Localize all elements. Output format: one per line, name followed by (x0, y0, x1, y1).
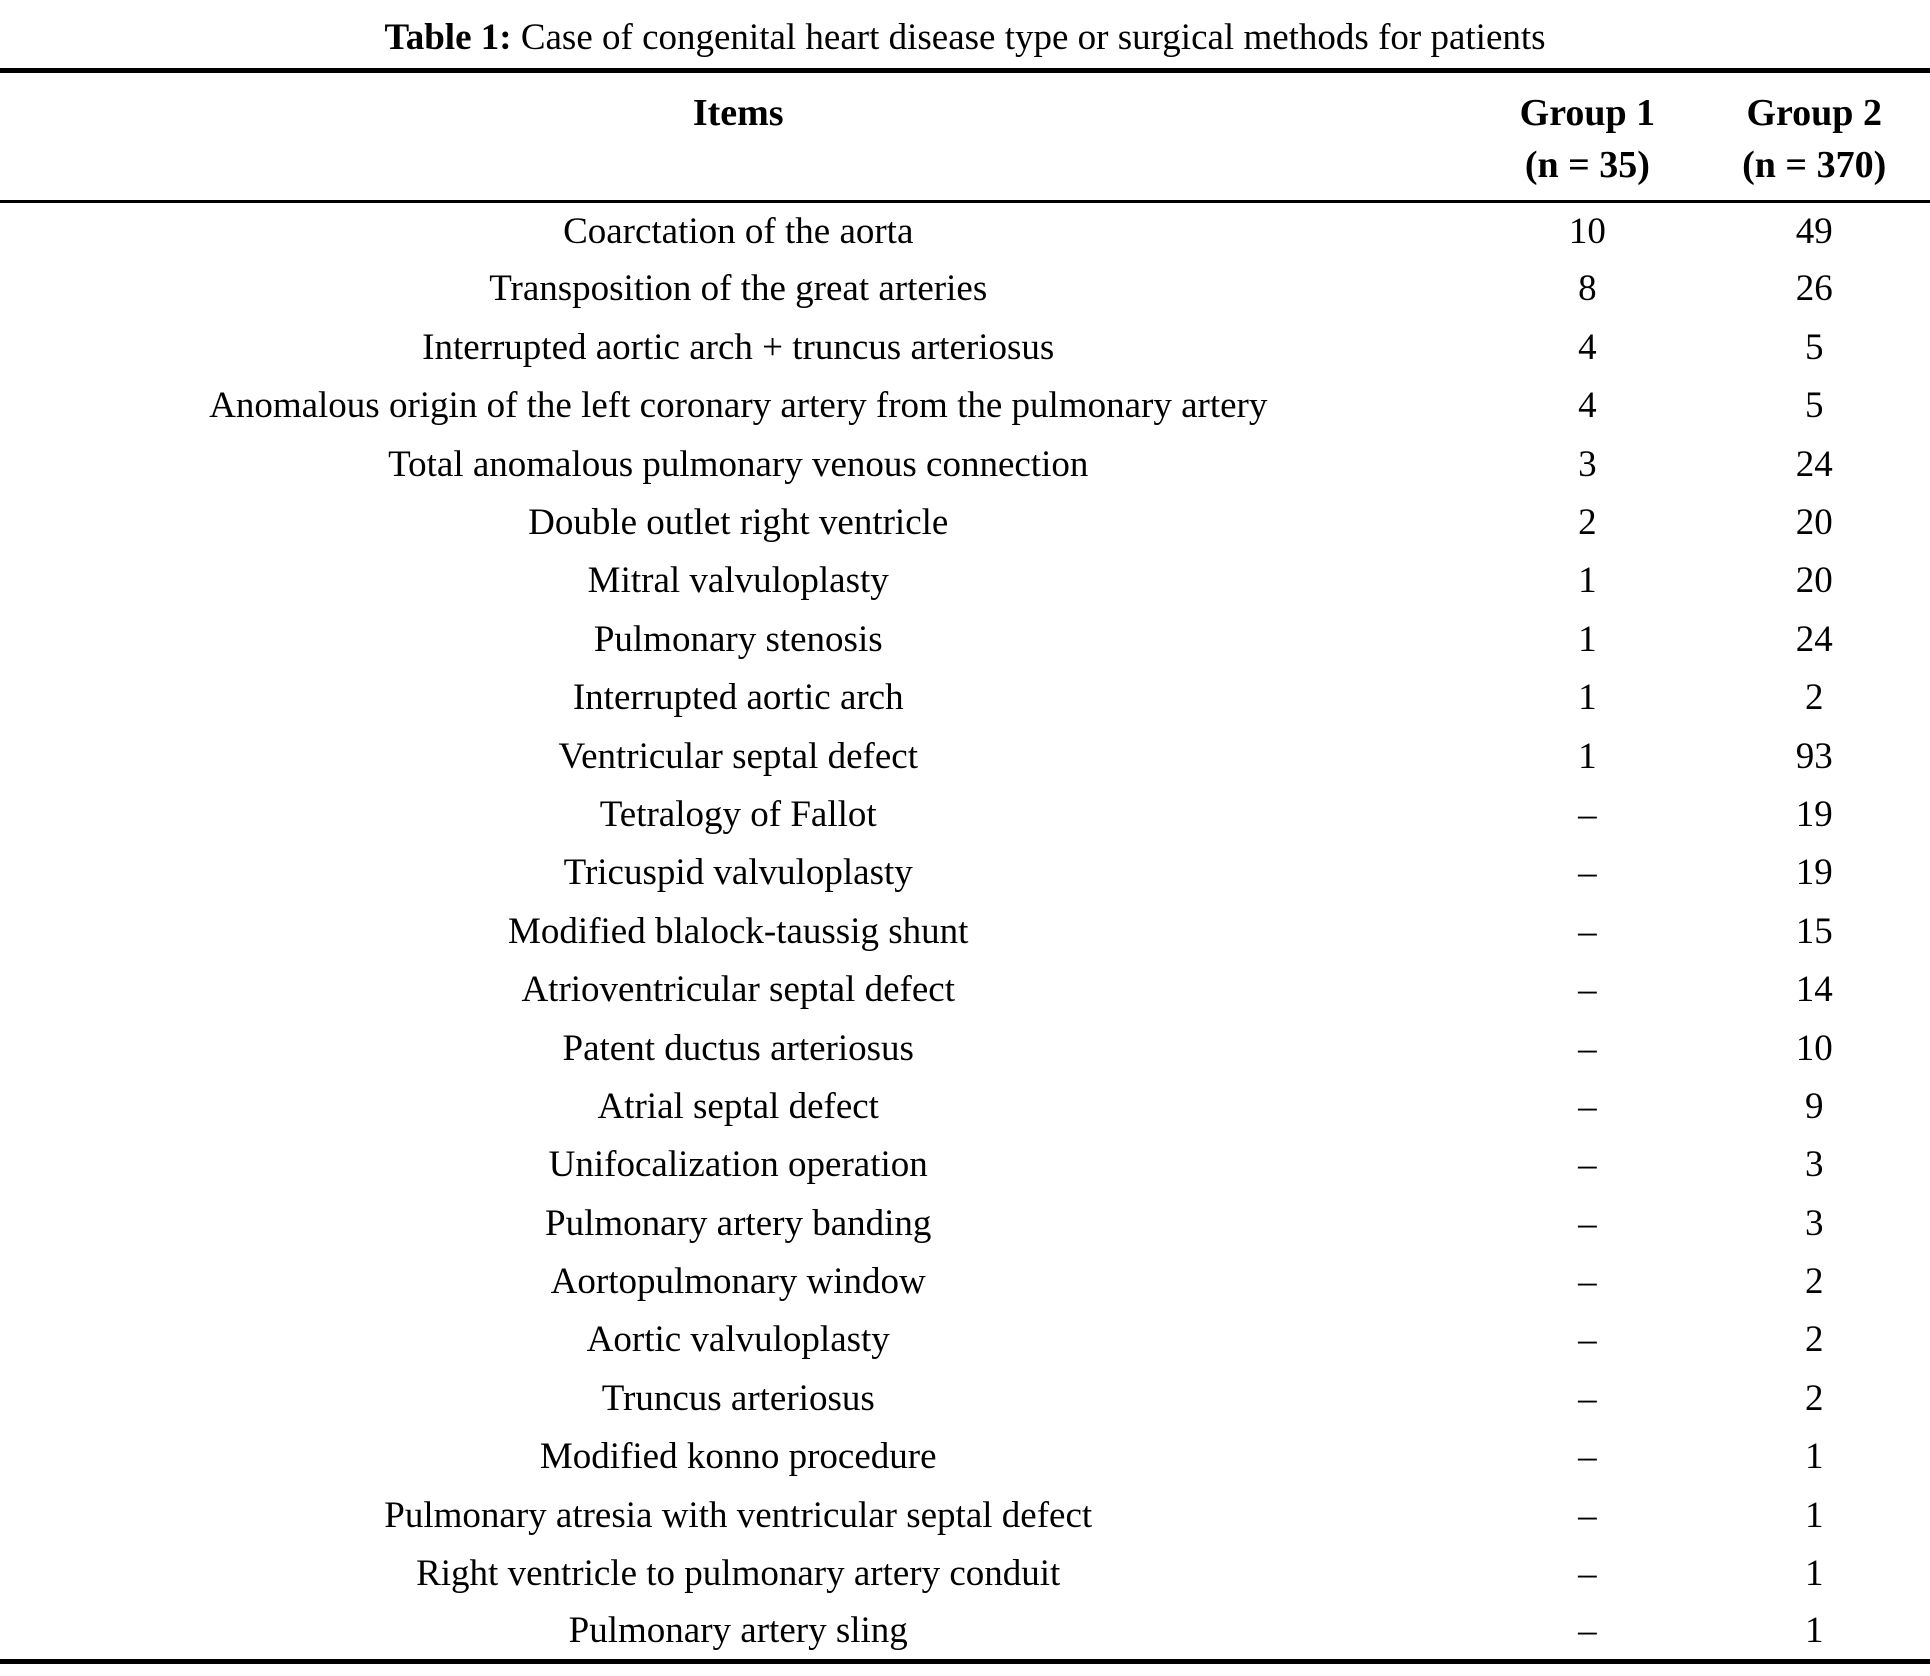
group1-cell: – (1578, 793, 1597, 835)
group2-cell: 19 (1795, 793, 1833, 835)
item-cell: Double outlet right ventricle (528, 502, 949, 544)
table-row (0, 1428, 1930, 1486)
group1-cell: 3 (1578, 443, 1597, 485)
table-row (0, 1252, 1930, 1310)
group1-cell: 1 (1578, 735, 1597, 777)
group2-cell: 2 (1804, 1377, 1824, 1419)
group1-cell: 1 (1578, 677, 1597, 719)
table-row (0, 1544, 1930, 1602)
table-caption-label: Table 1: (384, 16, 512, 58)
group1-cell: 10 (1568, 210, 1606, 252)
group1-cell: – (1578, 969, 1597, 1011)
group1-cell: – (1578, 1202, 1597, 1244)
group1-cell: 8 (1578, 268, 1597, 310)
item-cell: Tricuspid valvuloplasty (563, 852, 913, 894)
header-group1 (1476, 71, 1698, 202)
table-row (0, 260, 1930, 318)
group1-cell: 4 (1578, 385, 1597, 427)
table-row (0, 727, 1930, 785)
item-cell: Mitral valvuloplasty (587, 560, 889, 602)
group2-cell: 5 (1804, 326, 1824, 368)
table-row (0, 1369, 1930, 1427)
group1-cell: – (1578, 1261, 1597, 1303)
table-row (0, 1311, 1930, 1369)
group2-cell: 3 (1804, 1144, 1824, 1186)
item-cell: Atrioventricular septal defect (521, 969, 955, 1011)
group1-cell: 1 (1578, 560, 1597, 602)
group1-cell: – (1578, 1610, 1597, 1652)
header-group1-line1: Group 1 (1519, 92, 1656, 134)
group2-cell: 15 (1795, 910, 1833, 952)
item-cell: Pulmonary atresia with ventricular septal defect (384, 1494, 1093, 1536)
group2-cell: 1 (1804, 1553, 1824, 1595)
table-row (0, 610, 1930, 668)
group1-cell: 2 (1578, 502, 1597, 544)
table-row (0, 1019, 1930, 1077)
group2-cell: 2 (1804, 1319, 1824, 1361)
group1-cell: – (1578, 1436, 1597, 1478)
table-row (0, 669, 1930, 727)
header-items (0, 71, 1476, 202)
table-row (0, 1194, 1930, 1252)
group2-cell: 14 (1795, 969, 1833, 1011)
table-row (0, 785, 1930, 843)
item-cell: Patent ductus arteriosus (562, 1027, 914, 1069)
table-row (0, 493, 1930, 551)
group1-cell: – (1578, 1494, 1597, 1536)
header-items-label: Items (692, 92, 784, 134)
item-cell: Transposition of the great arteries (489, 268, 988, 310)
group2-cell: 20 (1795, 502, 1833, 544)
header-group1-line2: (n = 35) (1524, 144, 1650, 187)
group1-cell: 4 (1578, 326, 1597, 368)
group2-cell: 20 (1795, 560, 1833, 602)
table-row (0, 1077, 1930, 1135)
group2-cell: 26 (1795, 268, 1833, 310)
group1-cell: – (1578, 1144, 1597, 1186)
header-group2-line1: Group 2 (1746, 92, 1882, 134)
group2-cell: 2 (1804, 677, 1824, 719)
group1-cell: – (1578, 1085, 1597, 1127)
group2-cell: 19 (1795, 852, 1833, 894)
item-cell: Unifocalization operation (548, 1144, 928, 1186)
item-cell: Interrupted aortic arch (572, 677, 904, 719)
header-group2 (1698, 71, 1930, 202)
item-cell: Tetralogy of Fallot (599, 793, 877, 835)
item-cell: Aortopulmonary window (550, 1261, 926, 1303)
group2-cell: 1 (1804, 1610, 1824, 1652)
group2-cell: 24 (1795, 618, 1833, 660)
group2-cell: 9 (1804, 1085, 1824, 1127)
group2-cell: 10 (1795, 1027, 1833, 1069)
table-row (0, 201, 1930, 259)
item-cell: Total anomalous pulmonary venous connection (388, 443, 1089, 485)
table-row (0, 1136, 1930, 1194)
item-cell: Ventricular septal defect (558, 735, 918, 777)
table-caption-text: Case of congenital heart disease type or surgical methods for patients (511, 16, 1546, 58)
group2-cell: 93 (1795, 735, 1833, 777)
group1-cell: – (1578, 1377, 1597, 1419)
table-row (0, 1603, 1930, 1661)
item-cell: Modified blalock-taussig shunt (508, 910, 969, 952)
item-cell: Pulmonary artery banding (545, 1202, 932, 1244)
table-row (0, 960, 1930, 1018)
group1-cell: – (1578, 852, 1597, 894)
group2-cell: 1 (1804, 1436, 1824, 1478)
group1-cell: – (1578, 1553, 1597, 1595)
item-cell: Coarctation of the aorta (563, 210, 914, 252)
group2-cell: 1 (1804, 1494, 1824, 1536)
item-cell: Pulmonary artery sling (568, 1610, 908, 1652)
group1-cell: – (1578, 1027, 1597, 1069)
item-cell: Right ventricle to pulmonary artery conduit (416, 1553, 1061, 1595)
item-cell: Pulmonary stenosis (593, 618, 883, 660)
table-row (0, 1486, 1930, 1544)
group1-cell: – (1578, 910, 1597, 952)
table-row (0, 902, 1930, 960)
group2-cell: 3 (1804, 1202, 1824, 1244)
table-row (0, 552, 1930, 610)
item-cell: Interrupted aortic arch + truncus arteriosus (422, 326, 1055, 368)
table-body (0, 201, 1930, 1661)
header-group2-line2: (n = 370) (1742, 144, 1887, 187)
group1-cell: 1 (1578, 618, 1597, 660)
data-table (0, 68, 1930, 1664)
item-cell: Modified konno procedure (539, 1436, 937, 1478)
group2-cell: 2 (1804, 1261, 1824, 1303)
group2-cell: 49 (1795, 210, 1833, 252)
table-row (0, 318, 1930, 376)
item-cell: Aortic valvuloplasty (586, 1319, 890, 1361)
group2-cell: 5 (1804, 385, 1824, 427)
table-row (0, 844, 1930, 902)
group1-cell: – (1578, 1319, 1597, 1361)
table-row (0, 377, 1930, 435)
table-row (0, 435, 1930, 493)
item-cell: Anomalous origin of the left coronary artery from the pulmonary artery (209, 385, 1268, 427)
group2-cell: 24 (1795, 443, 1833, 485)
item-cell: Atrial septal defect (597, 1085, 879, 1127)
item-cell: Truncus arteriosus (601, 1377, 875, 1419)
table-caption (0, 0, 1930, 68)
table-header (0, 71, 1930, 202)
